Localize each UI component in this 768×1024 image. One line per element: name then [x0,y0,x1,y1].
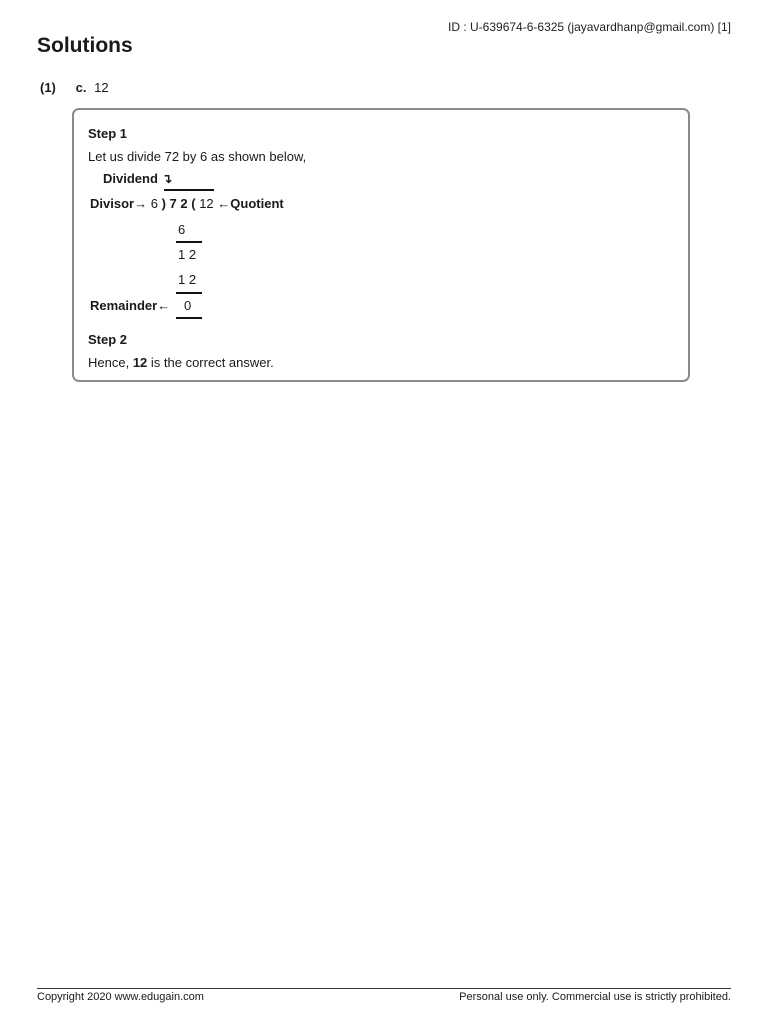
subtraction-1-line [176,241,202,243]
subtraction-2: 1 2 [178,272,197,287]
dividend-value: 7 2 [169,196,188,211]
answer-option: c. [75,80,87,95]
remainder-value: 0 [184,298,192,313]
remainder-underline [176,317,202,319]
step2-answer: 12 [132,355,148,370]
divisor-label: Divisor [90,196,135,211]
subtraction-2-line [176,292,202,294]
step1-text: Let us divide 72 by 6 as shown below, [88,149,307,164]
division-bracket-close: ( [191,196,196,211]
remainder-label: Remainder [90,298,158,313]
document-id: ID : U-639674-6-6325 (jayavardhanp@gmail.com) [1] [448,20,731,34]
answer-value: 12 [94,80,109,95]
quotient-label: Quotient [230,196,284,211]
remainder-row [90,298,170,313]
step2-title: Step 2 [88,332,128,347]
question-number: (1) [40,80,56,95]
footer-copyright: Copyright 2020 www.edugain.com [37,991,204,1003]
dividend-arrow-icon: ↴ [161,171,173,186]
footer-notice: Personal use only. Commercial use is strictly prohibited. [459,991,731,1003]
question-answer-line [40,80,109,95]
quotient-arrow-icon: ← [217,196,231,211]
division-main-row [90,196,284,211]
quotient-value: 12 [199,196,214,211]
remainder-arrow-icon: ← [157,298,171,313]
dividend-overline [164,189,214,191]
step2-text: Hence, 12 is the correct answer. [88,355,274,370]
divisor-arrow-icon: → [134,196,148,211]
remainder-1: 1 2 [178,247,197,262]
footer-divider [37,988,731,989]
page-title: Solutions [37,34,133,57]
division-bracket-open: ) [161,196,166,211]
divisor-value: 6 [150,196,158,211]
dividend-label: Dividend ↴ [103,171,173,186]
subtraction-1: 6 [178,222,186,237]
solution-box [72,108,690,382]
step1-title: Step 1 [88,126,128,141]
